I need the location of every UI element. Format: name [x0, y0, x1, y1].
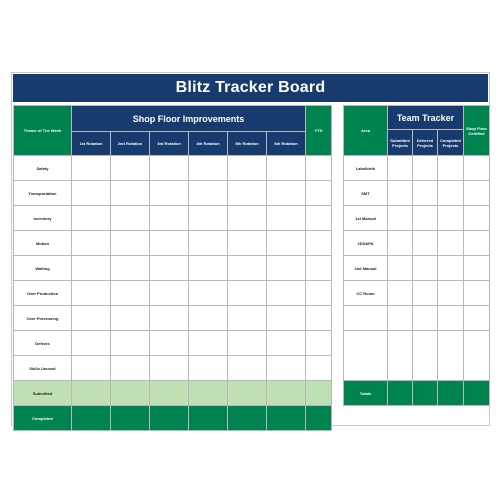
row-label: Over Production: [14, 281, 72, 306]
cell[interactable]: [111, 381, 150, 406]
cell[interactable]: [413, 256, 438, 281]
team-tracker-table: [343, 105, 490, 406]
cell[interactable]: [464, 181, 490, 206]
cell[interactable]: [267, 381, 306, 406]
cell[interactable]: [306, 256, 332, 281]
cell[interactable]: [306, 206, 332, 231]
cell[interactable]: [306, 406, 332, 431]
completed-row: [14, 406, 332, 431]
cell[interactable]: [150, 381, 189, 406]
submitted-row: [14, 381, 332, 406]
theme-header: Theme of The Week: [14, 106, 72, 156]
cell[interactable]: [267, 256, 306, 281]
cell[interactable]: [72, 281, 111, 306]
cell[interactable]: [267, 281, 306, 306]
table-row: [344, 256, 490, 281]
table-row: [14, 181, 332, 206]
shop-floor-title: Shop Floor Improvements: [72, 106, 306, 132]
row-label: Transportation: [14, 181, 72, 206]
cell[interactable]: [111, 181, 150, 206]
cell[interactable]: [111, 281, 150, 306]
cell[interactable]: [189, 156, 228, 181]
area-label: 2nd Manual: [344, 256, 388, 281]
cell[interactable]: [413, 306, 438, 331]
cell[interactable]: [150, 156, 189, 181]
cell[interactable]: [267, 206, 306, 231]
cell[interactable]: [189, 206, 228, 231]
cell[interactable]: [306, 181, 332, 206]
cell[interactable]: [150, 231, 189, 256]
cell[interactable]: [150, 356, 189, 381]
cell[interactable]: [306, 281, 332, 306]
totals-label: Totals: [344, 381, 388, 406]
cell[interactable]: [228, 356, 267, 381]
rotation-header: 4th Rotation: [189, 132, 228, 156]
cell[interactable]: [464, 156, 490, 181]
row-label: Motion: [14, 231, 72, 256]
cell[interactable]: [438, 156, 464, 181]
area-label: CC Room: [344, 281, 388, 306]
area-label: Labelbirth: [344, 156, 388, 181]
cell[interactable]: [72, 331, 111, 356]
row-label: Waiting: [14, 256, 72, 281]
cell[interactable]: [150, 181, 189, 206]
cell[interactable]: [388, 206, 413, 231]
cell[interactable]: [150, 331, 189, 356]
cell[interactable]: [111, 231, 150, 256]
cell[interactable]: [228, 181, 267, 206]
cell[interactable]: [388, 281, 413, 306]
cell[interactable]: [413, 381, 438, 406]
area-header: Area: [344, 106, 388, 156]
cell[interactable]: [464, 256, 490, 281]
cell[interactable]: [72, 231, 111, 256]
table-row: [344, 206, 490, 231]
cell[interactable]: [150, 306, 189, 331]
cell[interactable]: [306, 231, 332, 256]
cell[interactable]: [413, 281, 438, 306]
column-header: Completed Projects: [438, 130, 464, 156]
table-row: [14, 206, 332, 231]
table-row: [14, 331, 332, 356]
table-row: [14, 231, 332, 256]
cell[interactable]: [267, 331, 306, 356]
cell[interactable]: [228, 381, 267, 406]
cell[interactable]: [438, 306, 464, 331]
cell[interactable]: [189, 381, 228, 406]
row-label: Inventory: [14, 206, 72, 231]
cell[interactable]: [111, 256, 150, 281]
table-row: [344, 181, 490, 206]
cell[interactable]: [72, 306, 111, 331]
cell[interactable]: [189, 306, 228, 331]
table-row: [14, 356, 332, 381]
rotation-header: 6th Rotation: [267, 132, 306, 156]
row-label: Defects: [14, 331, 72, 356]
cell[interactable]: [413, 331, 438, 381]
cell[interactable]: [189, 406, 228, 431]
cell[interactable]: [306, 381, 332, 406]
cell[interactable]: [72, 181, 111, 206]
submitted-label: Submitted: [14, 381, 72, 406]
cell[interactable]: [228, 306, 267, 331]
cell[interactable]: [438, 281, 464, 306]
cell[interactable]: [111, 306, 150, 331]
cell[interactable]: [464, 306, 490, 331]
row-label: Skills Unused: [14, 356, 72, 381]
area-label: [344, 331, 388, 381]
cell[interactable]: [150, 406, 189, 431]
cell[interactable]: [267, 356, 306, 381]
area-label: SMT: [344, 181, 388, 206]
cell[interactable]: [189, 356, 228, 381]
cell[interactable]: [267, 231, 306, 256]
rotation-header: 3rd Rotation: [150, 132, 189, 156]
totals-row: [344, 381, 490, 406]
cell[interactable]: [306, 306, 332, 331]
cell[interactable]: [464, 381, 490, 406]
area-label: [344, 306, 388, 331]
cell[interactable]: [413, 231, 438, 256]
cell[interactable]: [72, 256, 111, 281]
cell[interactable]: [111, 356, 150, 381]
cell[interactable]: [388, 231, 413, 256]
cell[interactable]: [438, 181, 464, 206]
cell[interactable]: [111, 206, 150, 231]
cell[interactable]: [228, 231, 267, 256]
certified-header: Shop Floor Certified: [464, 106, 490, 156]
table-row: [14, 306, 332, 331]
cell[interactable]: [464, 281, 490, 306]
cell[interactable]: [228, 206, 267, 231]
cell[interactable]: [189, 231, 228, 256]
rotation-header: 5th Rotation: [228, 132, 267, 156]
area-label: 2DS&PA: [344, 231, 388, 256]
ytd-header: YTD: [306, 106, 332, 156]
board-title: Blitz Tracker Board: [13, 74, 488, 102]
shop-floor-table: [13, 105, 332, 431]
cell[interactable]: [72, 381, 111, 406]
cell[interactable]: [413, 206, 438, 231]
table-row: [344, 306, 490, 331]
cell[interactable]: [267, 306, 306, 331]
cell[interactable]: [388, 181, 413, 206]
table-row: [344, 156, 490, 181]
cell[interactable]: [306, 156, 332, 181]
cell[interactable]: [388, 156, 413, 181]
cell[interactable]: [228, 406, 267, 431]
cell[interactable]: [413, 156, 438, 181]
tracker-board: [11, 72, 490, 426]
cell[interactable]: [228, 281, 267, 306]
rotation-header: 1st Rotation: [72, 132, 111, 156]
cell[interactable]: [388, 306, 413, 331]
table-row: [344, 281, 490, 306]
area-label: 1st Manual: [344, 206, 388, 231]
cell[interactable]: [150, 256, 189, 281]
cell[interactable]: [464, 231, 490, 256]
table-row: [344, 231, 490, 256]
cell[interactable]: [72, 406, 111, 431]
cell[interactable]: [111, 331, 150, 356]
completed-label: Completed: [14, 406, 72, 431]
cell[interactable]: [438, 381, 464, 406]
table-row: [14, 281, 332, 306]
row-label: Safety: [14, 156, 72, 181]
cell[interactable]: [388, 331, 413, 381]
cell[interactable]: [150, 206, 189, 231]
cell[interactable]: [189, 256, 228, 281]
rotation-header: 2nd Rotation: [111, 132, 150, 156]
cell[interactable]: [306, 331, 332, 356]
cell[interactable]: [267, 406, 306, 431]
table-row: [344, 331, 490, 381]
table-row: [14, 156, 332, 181]
cell[interactable]: [464, 331, 490, 381]
cell[interactable]: [267, 156, 306, 181]
cell[interactable]: [228, 331, 267, 356]
cell[interactable]: [267, 181, 306, 206]
table-row: [14, 256, 332, 281]
cell[interactable]: [388, 256, 413, 281]
cell[interactable]: [464, 206, 490, 231]
cell[interactable]: [72, 356, 111, 381]
cell[interactable]: [189, 281, 228, 306]
cell[interactable]: [438, 256, 464, 281]
cell[interactable]: [228, 256, 267, 281]
cell[interactable]: [438, 231, 464, 256]
cell[interactable]: [150, 281, 189, 306]
cell[interactable]: [189, 331, 228, 356]
cell[interactable]: [228, 156, 267, 181]
cell[interactable]: [306, 356, 332, 381]
row-label: Over Processing: [14, 306, 72, 331]
cell[interactable]: [72, 206, 111, 231]
team-tracker-title: Team Tracker: [388, 106, 464, 130]
cell[interactable]: [111, 156, 150, 181]
column-header: Deferred Projects: [413, 130, 438, 156]
cell[interactable]: [189, 181, 228, 206]
cell[interactable]: [111, 406, 150, 431]
cell[interactable]: [388, 381, 413, 406]
column-header: Submitted Projects: [388, 130, 413, 156]
cell[interactable]: [72, 156, 111, 181]
cell[interactable]: [438, 206, 464, 231]
cell[interactable]: [413, 181, 438, 206]
cell[interactable]: [438, 331, 464, 381]
